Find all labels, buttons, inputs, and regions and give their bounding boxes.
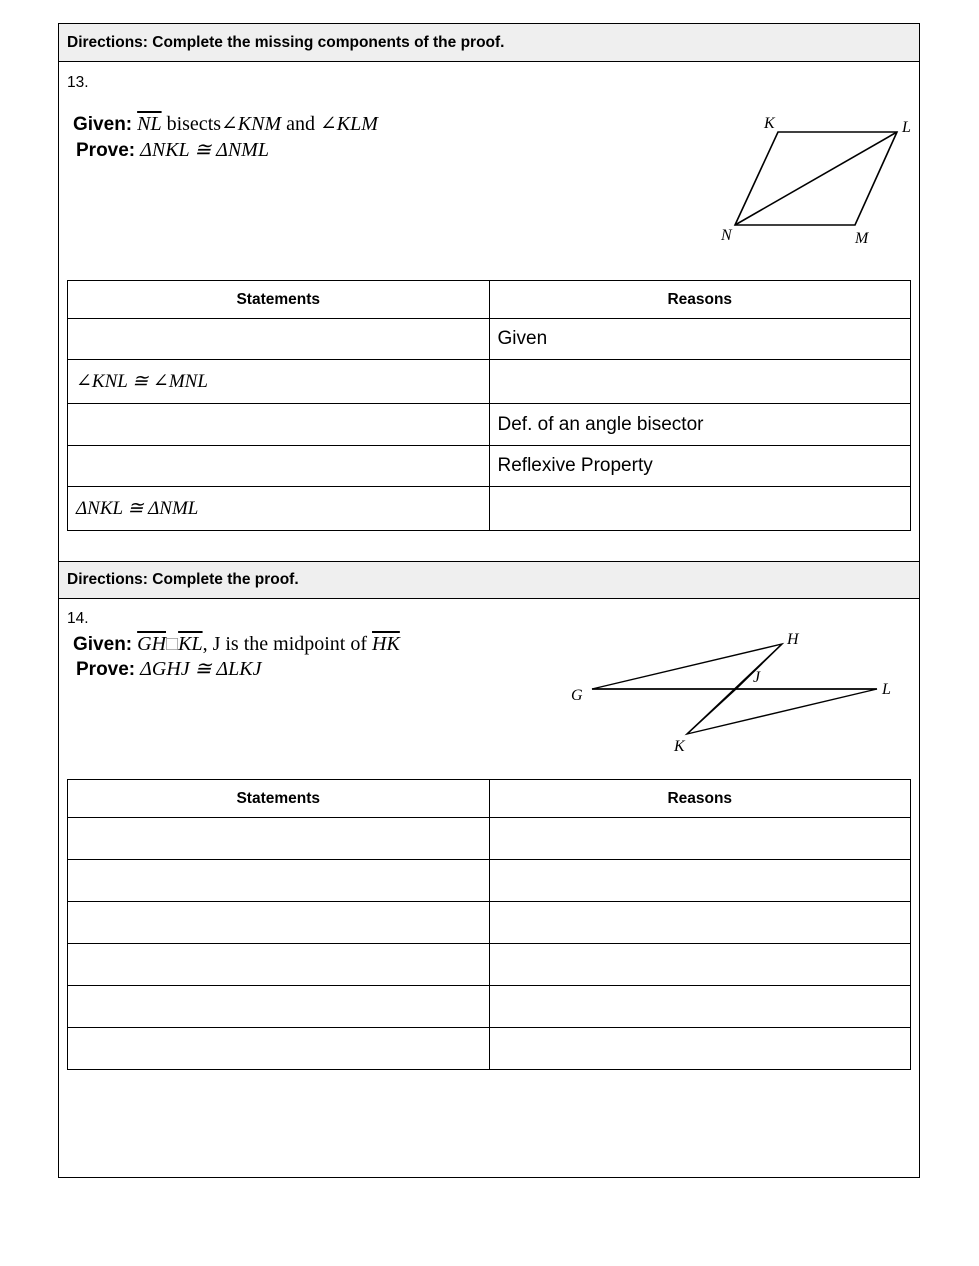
reason-cell[interactable]: Reflexive Property	[489, 446, 911, 487]
segment-kl: $\overline{KL}$	[178, 633, 203, 655]
prove-text: ΔNKL ≅ ΔNML	[140, 139, 269, 161]
table-header-row	[68, 281, 911, 319]
proof-table-13	[67, 280, 911, 531]
statement-cell[interactable]	[68, 446, 490, 487]
prove-text: ΔGHJ ≅ ΔLKJ	[140, 658, 262, 680]
label-h: H	[787, 631, 799, 648]
directions-header-13: Directions: Complete the missing components of the proof.	[59, 24, 919, 62]
statement-cell[interactable]	[68, 1028, 490, 1070]
reason-cell[interactable]: Given	[489, 319, 911, 360]
prove-statement-14	[76, 656, 261, 683]
prove-label: Prove:	[76, 659, 136, 680]
table-row	[68, 446, 911, 487]
proof-table-14	[67, 779, 911, 1070]
statement-cell[interactable]	[68, 944, 490, 986]
statement-cell[interactable]	[68, 860, 490, 902]
label-k: K	[674, 738, 685, 755]
reason-cell[interactable]	[489, 944, 911, 986]
label-n: N	[721, 227, 732, 244]
reason-cell[interactable]	[489, 902, 911, 944]
prove-statement-13	[76, 137, 269, 164]
angle-klm: ∠KLM	[320, 113, 378, 135]
table-row	[68, 487, 911, 531]
table-row	[68, 986, 911, 1028]
reason-cell[interactable]	[489, 487, 911, 531]
header-reasons: Reasons	[489, 780, 911, 818]
statement-cell[interactable]	[68, 986, 490, 1028]
reason-cell[interactable]	[489, 818, 911, 860]
given-and: and	[281, 113, 321, 135]
parallel-symbol: □	[166, 633, 179, 655]
problem-number-13: 13.	[67, 74, 89, 91]
statement-cell[interactable]	[68, 404, 490, 446]
angle-knm: ∠KNM	[221, 113, 282, 135]
header-reasons: Reasons	[489, 281, 911, 319]
table-row	[68, 860, 911, 902]
reason-cell[interactable]	[489, 360, 911, 404]
directions-header-14: Directions: Complete the proof.	[59, 561, 919, 599]
reason-cell[interactable]	[489, 860, 911, 902]
label-m: M	[855, 230, 869, 247]
problem-number-14: 14.	[67, 610, 89, 627]
segment-hk: $\overline{HK}$	[372, 633, 400, 655]
table-row	[68, 1028, 911, 1070]
label-j: J	[753, 669, 761, 686]
header-statements: Statements	[68, 780, 490, 818]
given-text: bisects	[161, 113, 222, 135]
given-text: , J is the midpoint of	[202, 633, 373, 655]
table-row	[68, 360, 911, 404]
table-row	[68, 944, 911, 986]
label-l: L	[902, 119, 911, 136]
diagonal-nl	[735, 132, 897, 225]
parallelogram-figure	[709, 109, 909, 249]
segment-nl: $\overline{NL}$	[137, 113, 162, 135]
triangle-lkj	[687, 689, 877, 734]
table-header-row	[68, 780, 911, 818]
prove-label: Prove:	[76, 140, 136, 161]
reason-cell[interactable]	[489, 1028, 911, 1070]
worksheet-frame	[58, 23, 920, 1178]
triangles-figure	[564, 624, 904, 759]
table-row	[68, 902, 911, 944]
given-statement-14	[73, 631, 400, 658]
reason-cell[interactable]	[489, 986, 911, 1028]
table-row	[68, 319, 911, 360]
statement-cell[interactable]	[68, 818, 490, 860]
header-statements: Statements	[68, 281, 490, 319]
statement-cell[interactable]: ∠KNL ≅ ∠MNL	[68, 360, 490, 404]
segment-gh: $\overline{GH}$	[137, 633, 167, 655]
label-g: G	[571, 687, 583, 704]
given-label: Given:	[73, 634, 133, 655]
label-l: L	[882, 681, 891, 698]
reason-cell[interactable]: Def. of an angle bisector	[489, 404, 911, 446]
table-row	[68, 404, 911, 446]
label-k: K	[764, 115, 775, 132]
statement-cell[interactable]	[68, 902, 490, 944]
statement-cell[interactable]: ΔNKL ≅ ΔNML	[68, 487, 490, 531]
statement-cell[interactable]	[68, 319, 490, 360]
given-statement-13	[73, 111, 378, 138]
given-label: Given:	[73, 114, 133, 135]
table-row	[68, 818, 911, 860]
